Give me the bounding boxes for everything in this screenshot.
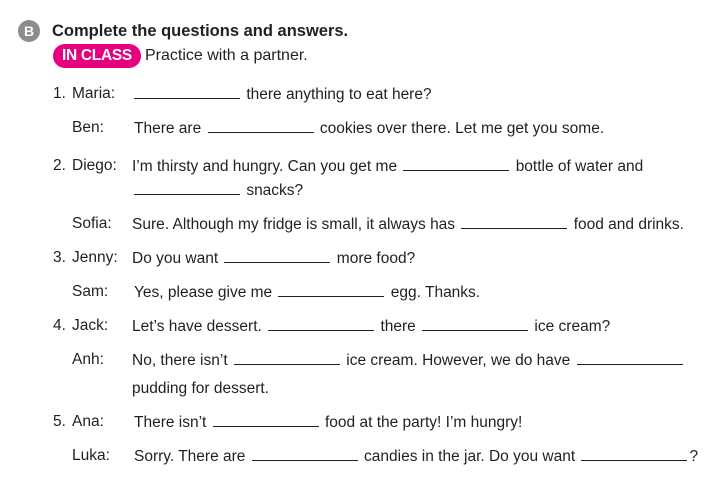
dialogue-line: [132, 315, 610, 338]
item-number: 4.: [53, 317, 66, 334]
dialogue-text: There are: [134, 120, 202, 137]
dialogue-text: food at the party! I’m hungry!: [325, 414, 523, 431]
dialogue-text: ?: [689, 448, 699, 465]
dialogue-text: ice cream?: [534, 318, 611, 335]
answer-blank[interactable]: [461, 213, 567, 229]
dialogue-text: Sorry. There are: [134, 448, 246, 465]
dialogue-text: candies in the jar. Do you want: [364, 448, 576, 465]
speaker-label: Luka:: [72, 447, 110, 464]
section-badge: B: [18, 20, 40, 42]
dialogue-line: [134, 281, 480, 304]
speaker-label: Sofia:: [72, 215, 112, 232]
dialogue-text: cookies over there. Let me get you some.: [319, 120, 605, 137]
in-class-tag: IN CLASS: [53, 44, 141, 68]
speaker-label: Jack:: [72, 317, 109, 334]
speaker-label: Ben:: [72, 119, 104, 136]
answer-blank[interactable]: [224, 247, 330, 263]
dialogue-text: ice cream. However, we do have: [346, 352, 571, 369]
dialogue-text: There isn’t: [134, 414, 207, 431]
dialogue-text: Sure. Although my fridge is small, it always has: [132, 216, 456, 233]
dialogue-text: food and drinks.: [573, 216, 684, 233]
dialogue-text: there: [380, 318, 416, 335]
dialogue-line: [132, 83, 432, 106]
dialogue-line: [132, 179, 303, 202]
speaker-label: Ana:: [72, 413, 104, 430]
dialogue-line: [132, 247, 415, 270]
dialogue-line: pudding for dessert.: [132, 380, 270, 397]
answer-blank[interactable]: [403, 155, 509, 171]
answer-blank[interactable]: [268, 315, 374, 331]
dialogue-text: more food?: [336, 250, 416, 267]
dialogue-text: Do you want: [132, 250, 219, 267]
dialogue-line: [134, 445, 698, 468]
section-title: Complete the questions and answers.: [52, 22, 349, 40]
dialogue-text: bottle of water and: [515, 158, 644, 175]
dialogue-text: No, there isn’t: [132, 352, 228, 369]
answer-blank[interactable]: [234, 349, 340, 365]
dialogue-text: Let’s have dessert.: [132, 318, 262, 335]
dialogue-text: egg. Thanks.: [390, 284, 481, 301]
answer-blank[interactable]: [278, 281, 384, 297]
answer-blank[interactable]: [134, 179, 240, 195]
answer-blank[interactable]: [134, 83, 240, 99]
dialogue-line: [134, 411, 522, 434]
item-number: 2.: [53, 157, 66, 174]
answer-blank[interactable]: [208, 117, 314, 133]
speaker-label: Diego:: [72, 157, 117, 174]
dialogue-text: there anything to eat here?: [246, 86, 432, 103]
answer-blank[interactable]: [252, 445, 358, 461]
speaker-label: Anh:: [72, 351, 104, 368]
speaker-label: Maria:: [72, 85, 116, 102]
speaker-label: Sam:: [72, 283, 109, 300]
dialogue-text: snacks?: [246, 182, 304, 199]
instruction-text: Practice with a partner.: [145, 47, 308, 64]
answer-blank[interactable]: [422, 315, 528, 331]
answer-blank[interactable]: [577, 349, 683, 365]
dialogue-line: [132, 349, 685, 372]
answer-blank[interactable]: [581, 445, 687, 461]
item-number: 3.: [53, 249, 66, 266]
answer-blank[interactable]: [213, 411, 319, 427]
dialogue-line: [132, 213, 684, 236]
item-number: 5.: [53, 413, 66, 430]
dialogue-line: [132, 155, 643, 178]
speaker-label: Jenny:: [72, 249, 118, 266]
dialogue-text: Yes, please give me: [134, 284, 273, 301]
dialogue-line: [134, 117, 604, 140]
dialogue-text: I’m thirsty and hungry. Can you get me: [132, 158, 398, 175]
item-number: 1.: [53, 85, 66, 102]
